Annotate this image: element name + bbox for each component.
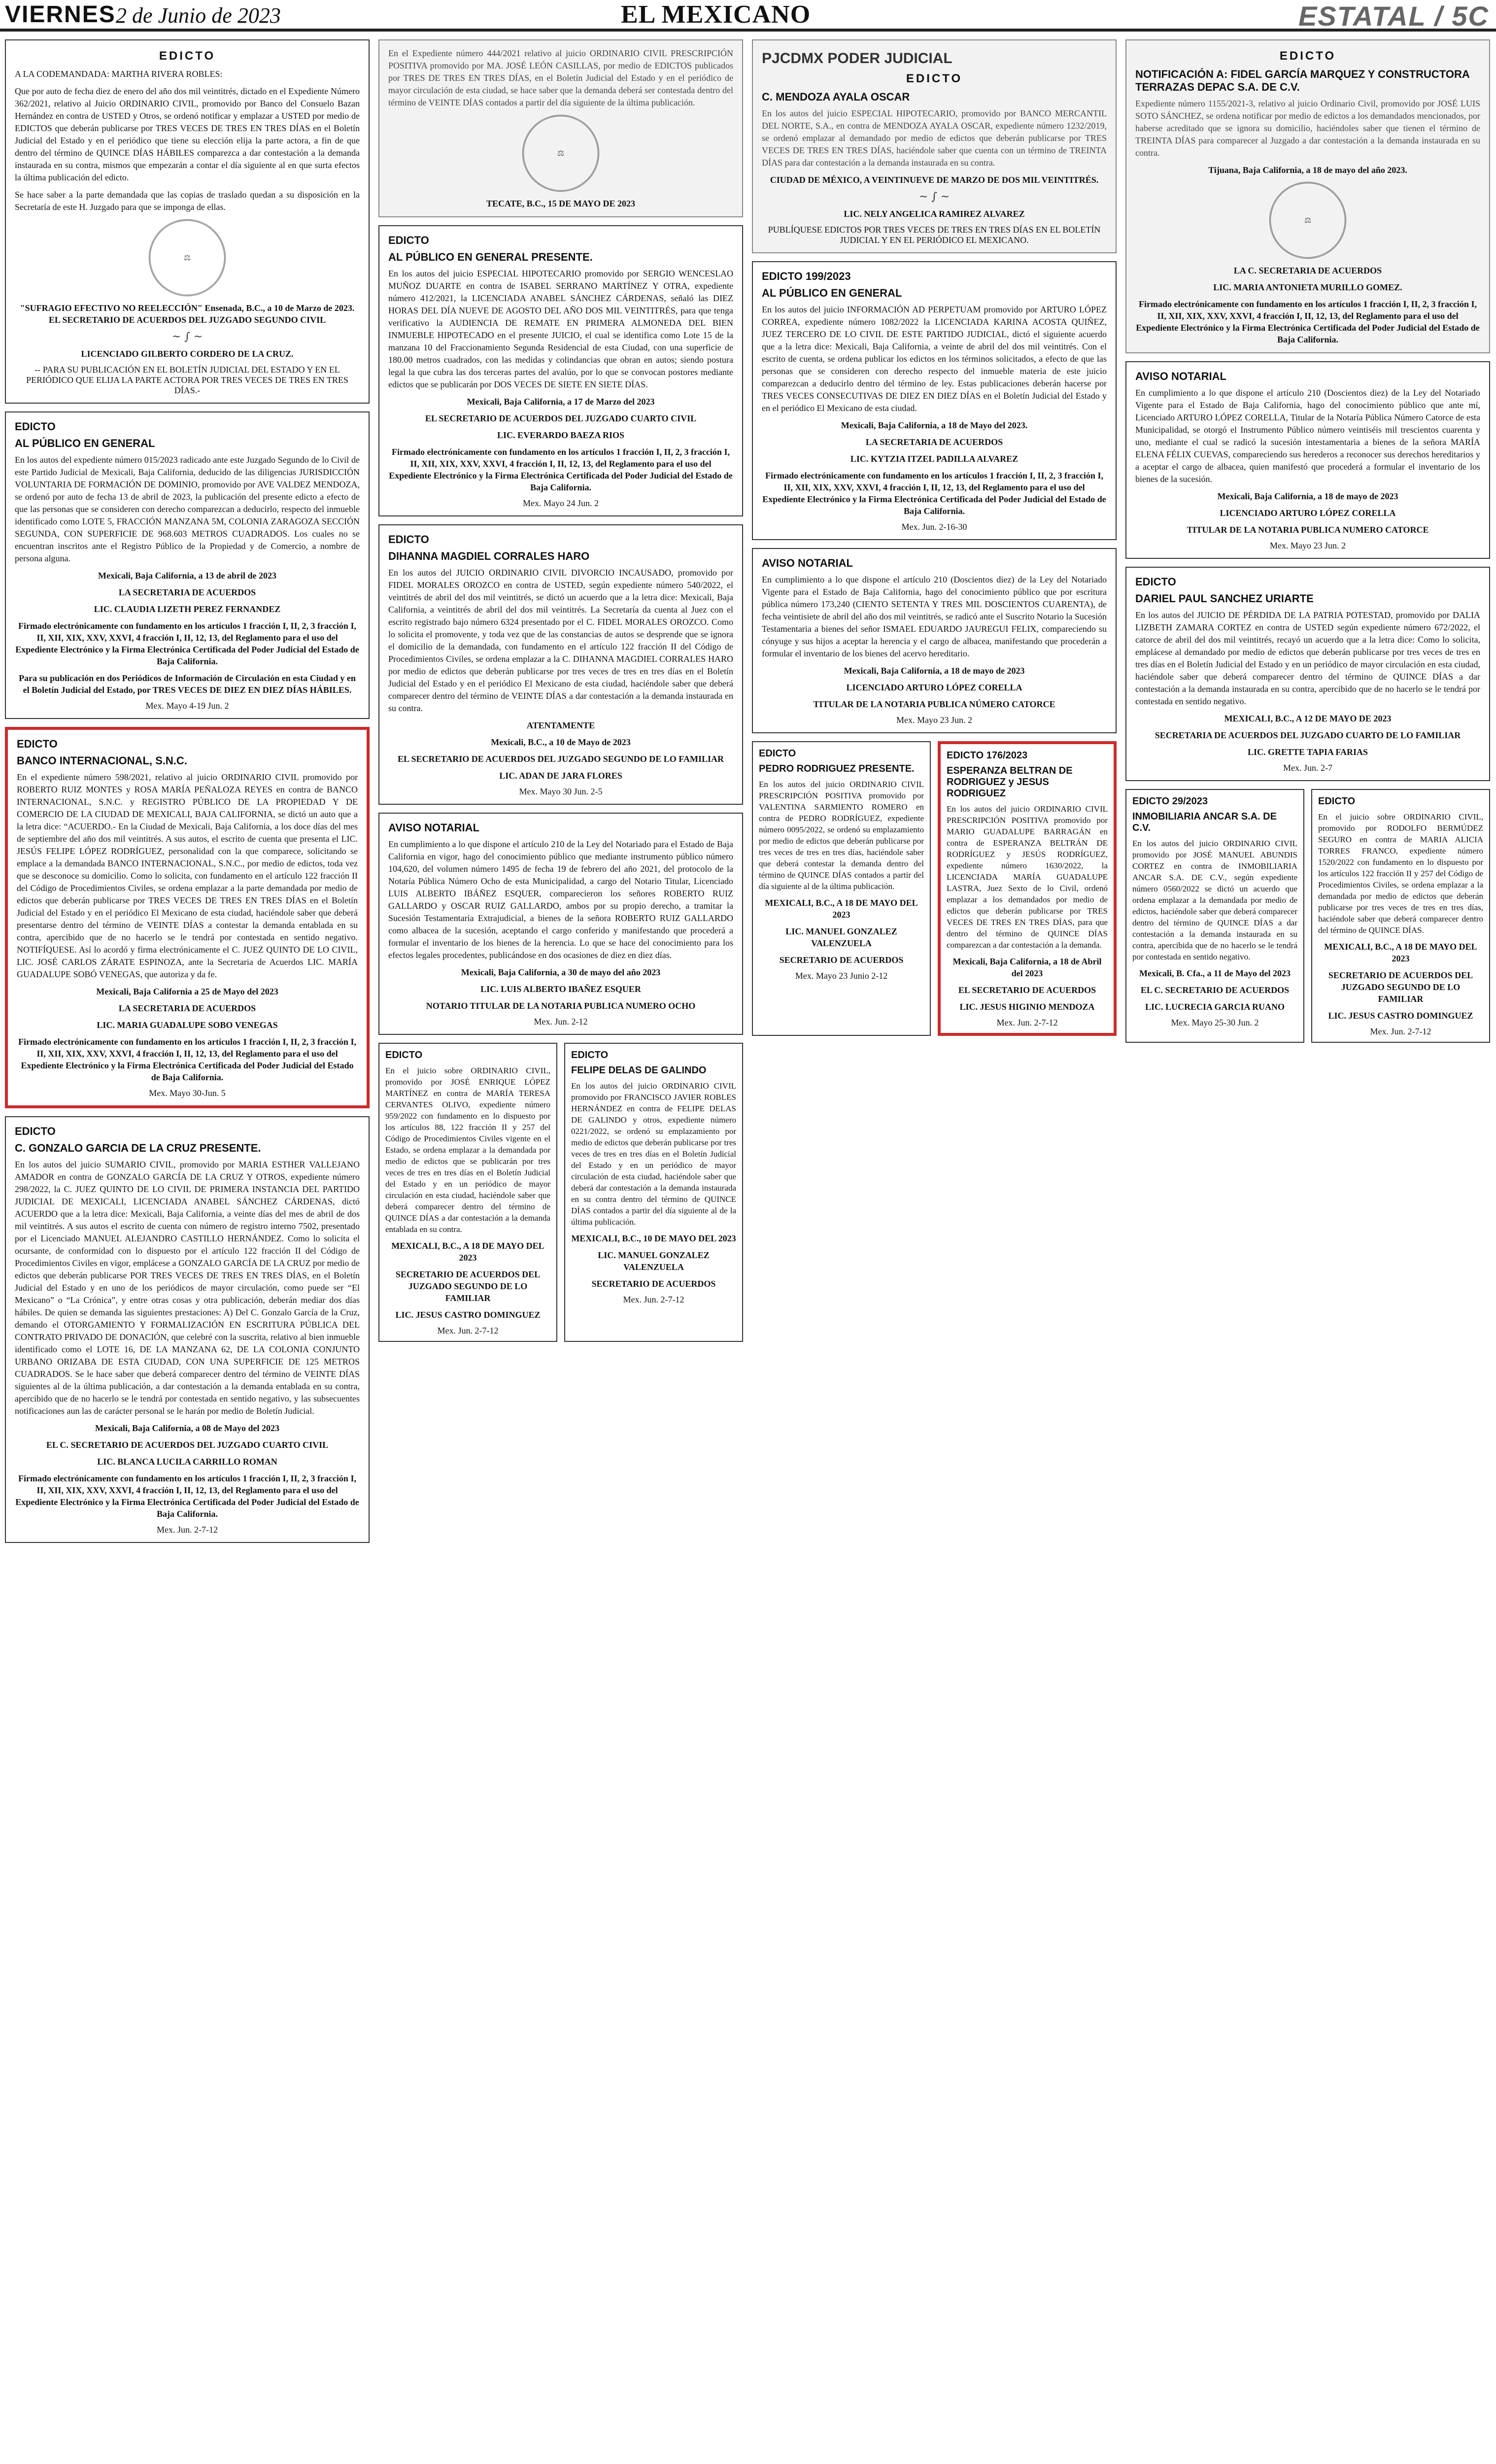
notice-title: EDICTO	[388, 533, 429, 546]
notice-addressee: AL PÚBLICO EN GENERAL PRESENTE.	[388, 251, 593, 263]
notice-place-date: Mexicali, Baja California a 25 de Mayo del 2023	[96, 987, 278, 996]
notice-paragraph: Que por auto de fecha diez de enero del año dos mil veintitrés, dictado en el Expediente Número 362/2021, relativo al Juicio ORDINARIO CIVIL, promovido por Banco del Consuelo Bazan Hernández en contra de USTED y Otros, se ordenó notificar y emplazar a USTED por medio de EDICTOS que deberán publicarse por TRES VECES DE TRES EN TRES DÍAS en el Boletín Judicial del Estado y en el periódico que tiene su elección elija la parte actora, a fin de que dentro del término de QUINCE DÍAS HÁBILES comparezca a dar contestación a la demanda instaurada en su contra, mismos que empezarán a contar el día siguiente al en que surta efectos la última publicación del edicto.	[15, 86, 360, 182]
notice-body: En los autos del JUICIO DE PÉRDIDA DE LA PATRIA POTESTAD, promovido por DALIA LIZBETH ZAMARA CORTEZ en contra de USTED según expediente número 672/2022, el catorce de abril del dos mil veintitrés, recayó un acuerdo que a la letra dice: Como lo solicita, emplácese al demandado por medio de edictos que deberán publicarse por tres veces de tres en tres días en el Boletín Judicial del Estado y en un periódico de mayor circulación en esta ciudad, haciéndole saber que deberá comparecer dentro del término de QUINCE DÍAS a dar contestación a la demanda instaurada en su contra, apercibido que de no hacerlo se le tendrá por contestada en sentido negativo.	[1135, 610, 1480, 706]
notice-body: En el juicio sobre ORDINARIO CIVIL, promovido por RODOLFO BERMÚDEZ SEGURO en contra de MARIA ALICIA TORRES FRANCO, expediente número 1520/2022 con fundamento en lo dispuesto por los artículos 122 fracción II y 257 del Código de Procedimientos Civiles, se ordena emplazar a la demandada por medio de edictos que deberán publicarse por tres veces de tres en tres días, haciéndole saber que deberá comparecer dentro del término de QUINCE DÍAS.	[1318, 812, 1483, 935]
edicto-notice-highlighted	[938, 741, 1117, 1036]
notice-signer: LICENCIADO GILBERTO CORDERO DE LA CRUZ.	[81, 349, 294, 359]
notice-secretary-title: LA SECRETARIA DE ACUERDOS	[118, 587, 256, 597]
notice-electronic-signature: Firmado electrónicamente con fundamento en los artículos 1 fracción I, II, 2, 3 fracción I, II, XII, XIX, XXV, XXVI, 4 fracción I, II, 12, 13, del Reglamento para el uso del Expediente Electrónico y la Firma Electrónica Certificada del Poder Judicial del Estado de Baja California.	[15, 1473, 359, 1519]
notice-secretary-title: EL SECRETARIO DE ACUERDOS DEL JUZGADO CUARTO CIVIL	[425, 413, 697, 423]
notice-body: En los autos del juicio ORDINARIO CIVIL PRESCRIPCIÓN POSITIVA promovido por MARIO GUADALUPE BARRAGÁN en contra de ESPERANZA BELTRÁN DE RODRÍGUEZ y JESÚS RODRÍGUEZ, expediente número 1630/2022, la LICENCIADA MARÍA GUADALUPE LASTRA, Juez Sexto de lo Civil, ordenó emplazar a los demandados por medio de edictos que deberán publicarse por TRES VECES DE TRES EN TRES DÍAS, para que dentro del término de QUINCE DÍAS comparezcan a dar contestación a la demanda.	[947, 804, 1108, 950]
court-seal-icon: ⚖	[1269, 182, 1346, 259]
notice-paragraph: Se hace saber a la parte demandada que las copias de traslado quedan a su disposición en la Secretaría de este H. Juzgado para que se imponga de ellas.	[15, 190, 360, 212]
column-2	[378, 39, 743, 2464]
notice-secretary-name: LIC. EVERARDO BAEZA RIOS	[497, 430, 625, 440]
notice-publication-dates: Mex. Jun. 2-7-12	[157, 1525, 218, 1535]
masthead	[0, 0, 1496, 32]
scanned-notice	[378, 39, 743, 217]
edicto-notice	[1311, 789, 1490, 1043]
small-notices-row	[1125, 789, 1490, 1043]
notice-body: Expediente número 1155/2021-3, relativo al juicio Ordinario Civil, promovido por JOSÉ LUIS SOTO SÁNCHEZ, se ordena notificar por medio de edictos a los demandados mencionados, por haberse acreditado que se ignora su domicilio, haciéndoles saber que tienen el término de TREINTA DÍAS para comparecer al Juzgado a dar contestación a la demanda instaurada en su contra.	[1135, 99, 1480, 158]
notice-addressee: C. MENDOZA AYALA OSCAR	[762, 91, 910, 103]
notice-addressee: AL PÚBLICO EN GENERAL	[15, 437, 155, 449]
column-3	[752, 39, 1117, 2464]
notice-electronic-signature: Firmado electrónicamente con fundamento en los artículos 1 fracción I, II, 2, 3 fracción I, II, XII, XIX, XXV, XXVI, 4 fracción I, II, 12, 13, del Reglamento para el uso del Expediente Electrónico y la Firma Electrónica Certificada del Poder Judicial del Estado de Baja California.	[389, 447, 733, 492]
notice-addressee: INMOBILIARIA ANCAR S.A. DE C.V.	[1132, 811, 1277, 833]
handwritten-signature-icon: ~ ∫ ~	[918, 191, 950, 203]
edicto-notice	[5, 1116, 370, 1543]
notice-notary-title: TITULAR DE LA NOTARIA PUBLICA NUMERO CATORCE	[1187, 525, 1429, 535]
notarial-notice	[752, 548, 1117, 733]
notice-publication-dates: Mex. Jun. 2-12	[534, 1017, 588, 1027]
notice-place-date: Mexicali, B. Cfa., a 11 de Mayo del 2023	[1139, 968, 1291, 978]
masthead-paper-name: EL MEXICANO	[621, 0, 811, 29]
notice-publication-dates: Mex. Mayo 24 Jun. 2	[523, 498, 599, 508]
notice-place-date: Mexicali, Baja California, a 08 de Mayo del 2023	[95, 1423, 279, 1433]
notice-secretary-name: LIC. KYTZIA ITZEL PADILLA ALVAREZ	[850, 454, 1019, 464]
notice-secretary-title: LA C. SECRETARIA DE ACUERDOS	[1233, 266, 1382, 275]
edicto-notice	[378, 524, 743, 805]
notice-publication-dates: Mex. Mayo 4-19 Jun. 2	[145, 701, 229, 711]
edicto-notice	[5, 411, 370, 719]
notice-addressee: AL PÚBLICO EN GENERAL	[762, 287, 902, 299]
edicto-notice-highlighted	[5, 727, 370, 1108]
notice-publication-dates: Mex. Jun. 2-7-12	[623, 1295, 684, 1304]
masthead-date: 2 de Junio de 2023	[116, 3, 281, 28]
court-seal-icon: ⚖	[522, 115, 599, 192]
notice-publication-dates: Mex. Mayo 30-Jun. 5	[149, 1088, 226, 1098]
notice-body: En cumplimiento a lo que dispone el artículo 210 (Doscientos diez) de la Ley del Notariado Vigente para el Estado de Baja California, hago del conocimiento público que ante mí, Licenciado ARTURO LÓPEZ CORELLA, Titular de la Notaría Pública Número Catorce de esta Municipalidad, se otorgó el Instrumento Público número veintiséis mil trescientos cuarenta y uno, mediante el cual se radicó la sucesión intestamentaria a bienes de la señora MARÍA ELENA FÉLIX CUEVAS, compareciendo sus herederos a reconocer sus derechos hereditarios y a aceptar el cargo de albacea, quien manifestó que procederá a formular el inventario de los bienes de la sucesión.	[1135, 388, 1480, 484]
notice-addressee: C. GONZALO GARCIA DE LA CRUZ PRESENTE.	[15, 1142, 261, 1154]
edicto-notice	[564, 1043, 743, 1342]
notice-addressee: ESPERANZA BELTRAN DE RODRIGUEZ y JESUS RODRIGUEZ	[947, 765, 1073, 799]
notice-title: AVISO NOTARIAL	[1135, 370, 1226, 382]
notice-body: En cumplimiento a lo que dispone el artículo 210 de la Ley del Notariado para el Estado de Baja California en vigor, hago del conocimiento público que mediante instrumento público número 104,620, del volumen número 1495 de fecha 19 de febrero del año 2021, del protocolo de la Notaría Pública Número Ocho de esta Municipalidad, a cargo del Notario Titular, Licenciado LUIS ALBERTO IBÁÑEZ ESQUER, comparecieron los señores ROBERTO RUIZ GALLARDO y OSCAR RUIZ GALLARDO, ambos por su propio derecho, a tramitar la Sucesión Testamentaria Extrajudicial, a bienes de la señora ROBERTO RUIZ GALLARDO como albacea de la sucesión, aceptando el cargo conferido y manifestando que procederá a formular el inventario de los bienes de la herencia. Lo que se hace del conocimiento para los efectos legales procedentes, publicándose en dos ocasiones de diez en diez días.	[388, 839, 733, 960]
notice-place-date: MEXICALI, B.C., A 12 DE MAYO DE 2023	[1224, 714, 1392, 723]
notice-signer: LIC. NELY ANGELICA RAMIREZ ALVAREZ	[844, 209, 1025, 219]
notice-body: En los autos del juicio SUMARIO CIVIL, promovido por MARIA ESTHER VALLEJANO AMADOR en contra de GONZALO GARCÍA DE LA CRUZ Y OTROS, expediente número 298/2022, la C. JUEZ QUINTO DE LO CIVIL DE PRIMERA INSTANCIA DEL PARTIDO JUDICIAL DE MEXICALI, LICENCIADA ANABEL SÁNCHEZ CÁRDENAS, dictó ACUERDO que a la letra dice: Mexicali, Baja California, a veinte días del mes de abril de dos mil veintitrés. A sus autos el escrito de cuenta con número de registro interno 7502, presentado por el Licenciado MANUEL ALEJANDRO CASTILLO HERNÁNDEZ. Como lo solicita el ocursante, de conformidad con lo dispuesto por el artículo 122 fracción II del Código de Procedimientos Civiles en vigor, emplácese a GONZALO GARCÍA DE LA CRUZ por medio de edictos que deberán publicarse POR TRES VECES DE TRES EN TRES DÍAS, en el Boletín Judicial del Estado y en uno de los periódicos de mayor circulación, como puede ser “El Mexicano” o “La Crónica”, y entre otras cosas y otra publicación, deberán mediar dos días hábiles. De quien se demanda las siguientes prestaciones: A) Del C. Gonzalo García de la Cruz, demando el OTORGAMIENTO Y FORMALIZACIÓN EN ESCRITURA PÚBLICA DEL CONTRATO PRIVADO DE DONACIÓN, que celebré con la suscrita, relativo al bien inmueble identificado como el LOTE 16, DE LA MANZANA 62, DE LA COLONIA CONJUNTO URBANO ORIZABA DE ESTA CIUDAD, CON UNA SUPERFICIE DE 125 METROS CUADRADOS. Se le hace saber que deberá comparecer dentro del término de VEINTE DÍAS siguientes al de la última publicación, a dar contestación a la demanda entablada en su contra, apercibido que de no hacerlo se le tendrá por contestada en sentido negativo, y las subsecuentes notificaciones aun las de carácter personal se le harán por medio de Boletín Judicial.	[15, 1160, 360, 1416]
notice-secretary-name: LIC. MANUEL GONZALEZ VALENZUELA	[598, 1250, 710, 1272]
notice-title: EDICTO 29/2023	[1132, 796, 1208, 807]
notice-body: En los autos del juicio ORDINARIO CIVIL promovido por FRANCISCO JAVIER ROBLES HERNÁNDEZ en contra de FELIPE DELAS DE GALINDO y otros, expediente número 0221/2022, se ordenó su emplazamiento por medio de edictos que deberán publicarse por tres veces de tres en tres días en el Boletín Judicial del Estado y en un periódico de mayor circulación de esta ciudad, haciéndole saber que deberá dar contestación a la demanda instaurada en su contra dentro del término de QUINCE DÍAS contados a partir del día siguiente al de la última publicación.	[571, 1081, 736, 1227]
notice-publication-dates: Mex. Mayo 30 Jun. 2-5	[519, 787, 603, 796]
notice-place-date: CIUDAD DE MÉXICO, A VEINTINUEVE DE MARZO DE DOS MIL VEINTITRÉS.	[770, 175, 1099, 185]
small-notices-row	[752, 741, 1117, 1036]
notice-title: EDICTO	[15, 1125, 56, 1137]
notice-title: EDICTO	[388, 234, 429, 246]
notice-place-date: MEXICALI, B.C., 10 DE MAYO DEL 2023	[571, 1233, 736, 1243]
notice-body: En cumplimiento a lo que dispone el artículo 210 (Doscientos diez) de la Ley del Notariado Vigente para el Estado de Baja California, hago del conocimiento público que por escritura pública número 173,240 (CIENTO SETENTA Y TRES MIL DOSCIENTOS CUARENTA), de fecha veintisiete de abril del año dos mil veintitrés, se radicó ante el Suscrito Notario la Sucesión Testamentaria a bienes del señor ISMAEL EDUARDO JAUREGUI FELIX, compareciendo su cónyuge y sus hijos a aceptar la herencia y el cargo de albacea, manifestando que procederán a formular el inventario de los bienes del acervo hereditario.	[762, 575, 1107, 658]
notice-electronic-signature: Firmado electrónicamente con fundamento en los artículos 1 fracción I, II, 2, 3 fracción I, II, XII, XIX, XXV, XXVI, 4 fracción I, II, 12, 13, del Reglamento para el uso del Expediente Electrónico y la Firma Electrónica Certificada del Poder Judicial del Estado de Baja California.	[15, 621, 359, 666]
notice-body: En el juicio sobre ORDINARIO CIVIL, promovido por JOSÉ ENRIQUE LÓPEZ MARTÍNEZ en contra de MARÍA TERESA CERVANTES OLIVO, expediente número 959/2022 con fundamento en lo dispuesto por los artículos 88, 122 fracción II y 257 del Código de Procedimientos Civiles vigente en el Estado, se ordena emplazar a la demandada por medio de edictos que se publicarán por tres veces de tres en tres días en el Boletín Judicial del Estado y en un periódico de mayor circulación en esta ciudad, haciéndole saber que deberá comparecer dentro del término de QUINCE DÍAS a dar contestación a la demanda entablada en su contra.	[385, 1066, 550, 1234]
notice-publication-dates: Mex. Jun. 2-16-30	[901, 522, 967, 532]
notice-secretary-title: SECRETARIA DE ACUERDOS DEL JUZGADO CUARTO DE LO FAMILIAR	[1155, 730, 1461, 740]
notice-secretary-name: LIC. LUCRECIA GARCIA RUANO	[1145, 1002, 1285, 1012]
notice-electronic-signature: Firmado electrónicamente con fundamento en los artículos 1 fracción I, II, 2, 3 fracción I, II, XII, XIX, XXV, XXVI, 4 fracción I, II, 12, 13, del Reglamento para el uso del Expediente Electrónico y la Firma Electrónica Certificada del Poder Judicial del Estado de Baja California.	[1136, 299, 1480, 344]
notice-footer: -- PARA SU PUBLICACIÓN EN EL BOLETÍN JUDICIAL DEL ESTADO Y EN EL PERIÓDICO QUE ELIJA LA PARTE ACTORA POR TRES VECES DE TRES EN TRES DÍAS.-	[26, 365, 348, 395]
notice-secretary-name: LIC. JESUS CASTRO DOMINGUEZ	[1328, 1011, 1473, 1021]
notice-addressee: NOTIFICACIÓN A: FIDEL GARCÍA MARQUEZ Y CONSTRUCTORA TERRAZAS DEPAC S.A. DE C.V.	[1135, 68, 1469, 93]
notice-title: EDICTO 199/2023	[762, 270, 851, 282]
notice-place-date: Mexicali, Baja California, a 30 de mayo del año 2023	[461, 967, 661, 977]
notice-footer: PUBLÍQUESE EDICTOS POR TRES VECES DE TRES EN TRES DÍAS EN EL BOLETÍN JUDICIAL Y EN EL PERIÓDICO EL MEXICANO.	[768, 225, 1101, 245]
notice-secretary-title: SECRETARIO DE ACUERDOS	[779, 955, 904, 965]
notice-place-date: Mexicali, Baja California, a 17 de Marzo del 2023	[467, 397, 655, 407]
notice-place-date: Mexicali, Baja California, a 13 de abril de 2023	[98, 571, 276, 581]
notarial-notice	[378, 813, 743, 1035]
notice-paragraph: A LA CODEMANDADA: MARTHA RIVERA ROBLES:	[15, 69, 223, 79]
notice-publication-dates: Mex. Mayo 25-30 Jun. 2	[1171, 1018, 1259, 1027]
masthead-section: ESTATAL / 5C	[1298, 0, 1489, 32]
notice-publication: Para su publicación en dos Periódicos de Información de Circulación en esta Ciudad y en el Boletín Judicial del Estado, por TRES VECES DE DIEZ EN DIEZ DÍAS HÁBILES.	[19, 673, 356, 695]
notice-publication-dates: Mex. Jun. 2-7-12	[437, 1326, 499, 1335]
scanned-notice	[1125, 39, 1490, 353]
notice-addressee: PEDRO RODRIGUEZ PRESENTE.	[759, 763, 915, 774]
notice-title: EDICTO	[385, 1050, 423, 1061]
notice-addressee: DIHANNA MAGDIEL CORRALES HARO	[388, 550, 590, 562]
notice-place-date: MEXICALI, B.C., A 18 DE MAYO DEL 2023	[765, 898, 918, 920]
notice-secretary-title: EL SECRETARIO DE ACUERDOS	[958, 985, 1096, 995]
notice-title: EDICTO	[15, 420, 56, 433]
notice-secretary-name: LIC. MARIA ANTONIETA MURILLO GOMEZ.	[1213, 282, 1402, 292]
notice-sign-off: ATENTAMENTE	[526, 720, 595, 730]
notice-secretary-title: LA SECRETARIA DE ACUERDOS	[865, 437, 1003, 447]
notice-body: En los autos del juicio ESPECIAL HIPOTECARIO, promovido por BANCO MERCANTIL DEL NORTE, S.A., en contra de MENDOZA AYALA OSCAR, expediente número 1232/2019, se ordenó emplazar al demandado por medio de edictos que deberán publicarse por TRES VECES DE TRES EN TRES DÍAS, haciéndole saber que cuenta con un término de TREINTA DÍAS para dar contestación a la demanda instaurada en su contra.	[762, 108, 1107, 168]
notice-body: En los autos del juicio INFORMACIÓN AD PERPETUAM promovido por ARTURO LÓPEZ CORREA, expediente número 1082/2022 la LICENCIADA KARINA ACOSTA QUIÑEZ, JUEZ TERCERO DE LO CIVIL DE ESTE PARTIDO JUDICIAL, dictó el siguiente acuerdo que a la letra dice: Mexicali, Baja California, a veinte de abril del dos mil veintitrés. Con el escrito de cuenta, se ordena publicar los edictos en los términos solicitados, a efecto de que las personas que se consideren con derecho respecto del inmueble materia de este juicio comparezcan a deducirlo dentro del término de ley. Estas publicaciones deberán hacerse por TRES VECES CONSECUTIVAS DE DIEZ EN DIEZ DÍAS en el Boletín Judicial del Estado y en el periódico El Mexicano de esta ciudad.	[762, 305, 1107, 413]
notice-title: EDICTO	[1318, 796, 1356, 807]
notice-secretary-name: LIC. BLANCA LUCILA CARRILLO ROMAN	[97, 1457, 277, 1467]
notice-title: EDICTO	[571, 1050, 609, 1061]
column-1	[5, 39, 370, 2464]
notice-publication-dates: Mex. Jun. 2-7-12	[1370, 1027, 1431, 1036]
notarial-notice	[1125, 361, 1490, 559]
notice-secretary-title: SECRETARIO DE ACUERDOS DEL JUZGADO SEGUNDO DE LO FAMILIAR	[395, 1269, 541, 1303]
edicto-notice	[752, 741, 931, 1036]
court-seal-icon: ⚖	[149, 219, 226, 296]
edicto-notice	[1125, 567, 1490, 781]
notice-addressee: BANCO INTERNACIONAL, S.N.C.	[17, 754, 187, 767]
notice-secretary-title: SECRETARIO DE ACUERDOS	[591, 1279, 716, 1289]
notice-body: En los autos del juicio ORDINARIO CIVIL PRESCRIPCIÓN POSITIVA promovido por VALENTINA SARMIENTO ROMERO en contra de PEDRO RODRÍGUEZ, expediente número 0095/2022, se ordenó su emplazamiento por medio de edictos que deberán publicarse por tres veces de tres en tres días, haciéndole saber que deberá contestar la demanda dentro del término de QUINCE DÍAS contados a partir del día siguiente al de la última publicación.	[759, 780, 924, 891]
notice-secretary-name: LIC. GRETTE TAPIA FARIAS	[1247, 747, 1368, 757]
notice-notary-name: LICENCIADO ARTURO LÓPEZ CORELLA	[846, 683, 1022, 692]
notice-notary-name: LIC. LUIS ALBERTO IBAÑEZ ESQUER	[480, 984, 641, 994]
column-4	[1125, 39, 1490, 2464]
notice-title: EDICTO	[759, 748, 796, 759]
notice-publication-dates: Mex. Mayo 23 Jun. 2	[896, 715, 972, 725]
notice-place-date: Mexicali, Baja California, a 18 de Abril del 2023	[952, 957, 1102, 978]
notice-title: EDICTO	[1135, 576, 1176, 588]
notice-electronic-signature: Firmado electrónicamente con fundamento en los artículos 1 fracción I, II, 2, 3 fracción I, II, XII, XIX, XXV, XXVI, 4 fracción I, II, 12, 13, del Reglamento para el uso del Expediente Electrónico y la Firma Electrónica Certificada del Poder Judicial del Estado de Baja California.	[762, 471, 1106, 516]
edicto-notice	[378, 1043, 557, 1342]
notice-secretary-title: EL C. SECRETARIO DE ACUERDOS DEL JUZGADO CUARTO CIVIL	[46, 1440, 329, 1450]
notice-secretary-title: LA SECRETARIA DE ACUERDOS	[118, 1003, 256, 1013]
edicto-notice	[752, 261, 1117, 540]
notice-title: EDICTO	[159, 49, 216, 63]
handwritten-signature-icon: ~ ∫ ~	[171, 331, 203, 343]
notice-place-date: Tijuana, Baja California, a 18 de mayo del año 2023.	[1208, 165, 1407, 175]
notice-electronic-signature: Firmado electrónicamente con fundamento en los artículos 1 fracción I, II, 2, 3 fracción I, II, XII, XIX, XXV, XXVI, 4 fracción I, II, 12, 13, del Reglamento para el uso del Expediente Electrónico y la Firma Electrónica Certificada del Poder Judicial del Estado de Baja California.	[18, 1037, 356, 1082]
notice-secretary-title: EL SECRETARIO DE ACUERDOS DEL JUZGADO SEGUNDO DE LO FAMILIAR	[398, 754, 724, 764]
notice-secretary-name: LIC. ADAN DE JARA FLORES	[499, 771, 622, 781]
notice-secretary-title: EL C. SECRETARIO DE ACUERDOS	[1140, 985, 1290, 995]
judicial-logo: PJCDMX PODER JUDICIAL	[762, 50, 952, 67]
notice-stamp: TECATE, B.C., 15 DE MAYO DE 2023	[486, 199, 636, 208]
notice-body: En los autos del juicio ESPECIAL HIPOTECARIO promovido por SERGIO WENCESLAO MUÑOZ DUARTE en contra de ISABEL SERRANO MARTÍNEZ Y OTRA, expediente número 412/2021, la LICENCIADA ANABEL SÁNCHEZ CÁRDENAS, señaló las DIEZ HORAS DEL DÍA NUEVE DE AGOSTO DEL AÑO DOS MIL VEINTITRÉS, para que tenga verificativo la AUDIENCIA DE REMATE EN PRIMERA ALMONEDA DEL BIEN INMUEBLE HIPOTECADO en el presente JUICIO, el cual se identifica como Lote 15 de la manzana 10 del Fraccionamiento Segunda Residencial de esta Ciudad, con una superficie de 180.00 metros cuadrados, con las medidas y colindancias que obran en autos; siendo postura legal la que cubra las dos terceras partes del avalúo, por lo que se convocan postores mediante edictos que se publicarán por DOS VECES DE SIETE EN SIETE DÍAS.	[388, 269, 733, 389]
notice-notary-name: LICENCIADO ARTURO LÓPEZ CORELLA	[1220, 508, 1396, 518]
notice-body: En el Expediente número 444/2021 relativo al juicio ORDINARIO CIVIL PRESCRIPCIÓN POSITIVA promovido por MA. JOSÉ LEÓN CASILLAS, por medio de EDICTOS publicados por TRES DE TRES EN TRES DÍAS, en el Boletín Judicial del Estado y en el periódico de mayor circulación de esta ciudad, se hace saber que la demanda deberá ser contestada dentro del término de VEINTE DÍAS contados a partir del día siguiente de la última publicación.	[388, 48, 733, 107]
notice-publication-dates: Mex. Jun. 2-7	[1283, 763, 1332, 773]
notice-publication-dates: Mex. Mayo 23 Junio 2-12	[795, 971, 888, 981]
notice-secretary-name: LIC. JESUS HIGINIO MENDOZA	[959, 1002, 1095, 1012]
notice-secretary-name: LIC. MARIA GUADALUPE SOBO VENEGAS	[97, 1020, 278, 1030]
notice-notary-title: TITULAR DE LA NOTARIA PUBLICA NÚMERO CATORCE	[813, 699, 1055, 709]
notice-title: EDICTO 176/2023	[947, 750, 1028, 761]
notice-notary-title: NOTARIO TITULAR DE LA NOTARIA PUBLICA NUMERO OCHO	[426, 1001, 696, 1011]
notice-body	[15, 68, 360, 213]
notice-title: AVISO NOTARIAL	[762, 557, 853, 569]
edicto-notice	[378, 225, 743, 516]
notice-place-date: Mexicali, Baja California, a 18 de Mayo del 2023.	[841, 420, 1028, 430]
notice-stamp: "SUFRAGIO EFECTIVO NO REELECCIÓN" Ensenada, B.C., a 10 de Marzo de 2023. EL SECRETARIO DE ACUERDOS DEL JUZGADO SEGUNDO CIVIL	[20, 303, 355, 325]
notice-title: AVISO NOTARIAL	[388, 821, 479, 834]
notice-body: En el expediente número 598/2021, relativo al juicio ORDINARIO CIVIL promovido por ROBERTO RUIZ MONTES y ROSA MARÍA PEÑALOZA REYES en contra de BANCO INTERNACIONAL, S.N.C. y REGISTRO PÚBLICO DE LA PROPIEDAD Y DE COMERCIO DE LA CIUDAD DE MEXICALI, BAJA CALIFORNIA, se dictó un auto que a la letra dice: “ACUERDO.- En la Ciudad de Mexicali, Baja California, a los doce días del mes de septiembre del año dos mil veintitrés. A sus autos, el escrito de cuenta que presenta el LIC. JESÚS FELIPE LÓPEZ RODRÍGUEZ, personalidad con la que comparece, solicitando se emplace a la demandada BANCO INTERNACIONAL, S.N.C., por medio de edictos, toda vez que se desconoce su domicilio. Como lo solicita, con fundamento en el artículo 122 fracción II del Código de Procedimientos Civiles, se ordena emplazar a la parte demandada por medio de edictos que deberán publicarse por TRES VECES DE TRES EN TRES DÍAS en el Boletín Judicial del Estado y en el periódico El Mexicano de esta ciudad, haciéndole saber que deberá presentarse dentro del término de VEINTE DÍAS a contestar la demanda entablada en su contra, apercibido que de no hacerlo se le tendrá por contestada en sentido negativo. NOTIFÍQUESE. Así lo acordó y firma electrónicamente el C. JUEZ QUINTO DE LO CIVIL, LIC. JOSÉ CARLOS ZÁRATE ESPINOZA, ante la Secretaria de Acuerdos LIC. MARÍA GUADALUPE SOBÓ VENEGAS, que autoriza y da fe.	[17, 772, 358, 979]
notice-place-date: MEXICALI, B.C., A 18 DE MAYO DEL 2023	[391, 1241, 544, 1263]
notice-secretary-name: LIC. MANUEL GONZALEZ VALENZUELA	[785, 926, 897, 948]
notice-secretary-name: LIC. CLAUDIA LIZETH PEREZ FERNANDEZ	[94, 604, 281, 614]
notice-title: EDICTO	[1279, 49, 1336, 63]
notice-publication-dates: Mex. Mayo 23 Jun. 2	[1270, 541, 1346, 550]
edicto-notice	[1125, 789, 1304, 1043]
small-notices-row	[378, 1043, 743, 1342]
notice-title: EDICTO	[17, 738, 58, 750]
notice-secretary-title: SECRETARIO DE ACUERDOS DEL JUZGADO SEGUNDO DE LO FAMILIAR	[1328, 970, 1473, 1004]
notice-secretary-name: LIC. JESUS CASTRO DOMINGUEZ	[395, 1310, 541, 1320]
notice-body: En los autos del juicio ORDINARIO CIVIL promovido por JOSÉ MANUEL ABUNDIS CORTEZ en contra de INMOBILIARIA ANCAR S.A. DE C.V., según expediente número 0560/2022 se dictó un acuerdo que ordena emplazar a la demandada por medio de edictos, haciéndole saber que deberá comparecer dentro del término de QUINCE DÍAS a dar contestación a la demanda instaurada en su contra, apercibida que de no hacerlo se le tendrá por contestada en sentido negativo.	[1132, 839, 1297, 961]
edicto-notice	[5, 39, 370, 404]
notice-title: EDICTO	[906, 72, 963, 85]
notice-body: En los autos del expediente número 015/2023 radicado ante este Juzgado Segundo de lo Civil de este Partido Judicial de Mexicali, Baja California, deducido de las diligencias JURISDICCIÓN VOLUNTARIA DE FORMACIÓN DE DOMINIO, promovido por AVE VALDEZ MENDOZA, se ordenó por auto de fecha 13 de abril de 2023, la publicación del presente edicto a efecto de que las personas que se consideren con derecho comparezcan a deducirlo, respecto del inmueble identificado como LOTE 5, FRACCIÓN MANZANA 5M, COLONIA ZARAGOZA SECCIÓN SEGUNDA, CON SUPERFICIE DE 968.603 METROS CUADRADOS. Los cuales no se encuentran inscritos ante el Registro Público de la Propiedad y de Comercio, a nombre de persona alguna.	[15, 455, 360, 563]
notice-place-date: MEXICALI, B.C., A 18 DE MAYO DEL 2023	[1324, 942, 1477, 963]
notice-place-date: Mexicali, Baja California, a 18 de mayo de 2023	[1217, 491, 1398, 501]
notice-addressee: DARIEL PAUL SANCHEZ URIARTE	[1135, 592, 1314, 605]
scanned-notice	[752, 39, 1117, 253]
notice-place-date: Mexicali, B.C., a 10 de Mayo de 2023	[491, 737, 631, 747]
notice-publication-dates: Mex. Jun. 2-7-12	[996, 1018, 1058, 1027]
masthead-day: VIERNES	[5, 1, 116, 28]
notice-body: En los autos del JUICIO ORDINARIO CIVIL DIVORCIO INCAUSADO, promovido por FIDEL MORALES OROZCO en contra de USTED, según expediente número 540/2022, el veintitrés de abril del dos mil veintitrés, se dictó un acuerdo que a la letra dice: Mexicali, Baja California, a veintitrés de abril del dos mil veintitrés. La Secretaría da cuenta al Juez con el escrito registrado bajo número 6324 presentado por el C. FIDEL MORALES OROZCO. Como lo solicita el promovente, y toda vez que de las constancias de autos se desprende que se ignora el domicilio de la demandada, con fundamento en el artículo 122 fracción II del Código de Procedimientos Civiles, se ordena emplazar a la C. DIHANNA MAGDIEL CORRALES HARO por medio de edictos que deberán publicarse por tres veces de tres en tres días en el Boletín Judicial del Estado y en el periódico El Mexicano de esta ciudad, haciéndole saber que deberá comparecer dentro del término de VEINTE DÍAS a dar contestación a la demanda instaurada en su contra.	[388, 568, 733, 713]
notice-addressee: FELIPE DELAS DE GALINDO	[571, 1065, 707, 1076]
notice-place-date: Mexicali, Baja California, a 18 de mayo de 2023	[844, 666, 1025, 676]
